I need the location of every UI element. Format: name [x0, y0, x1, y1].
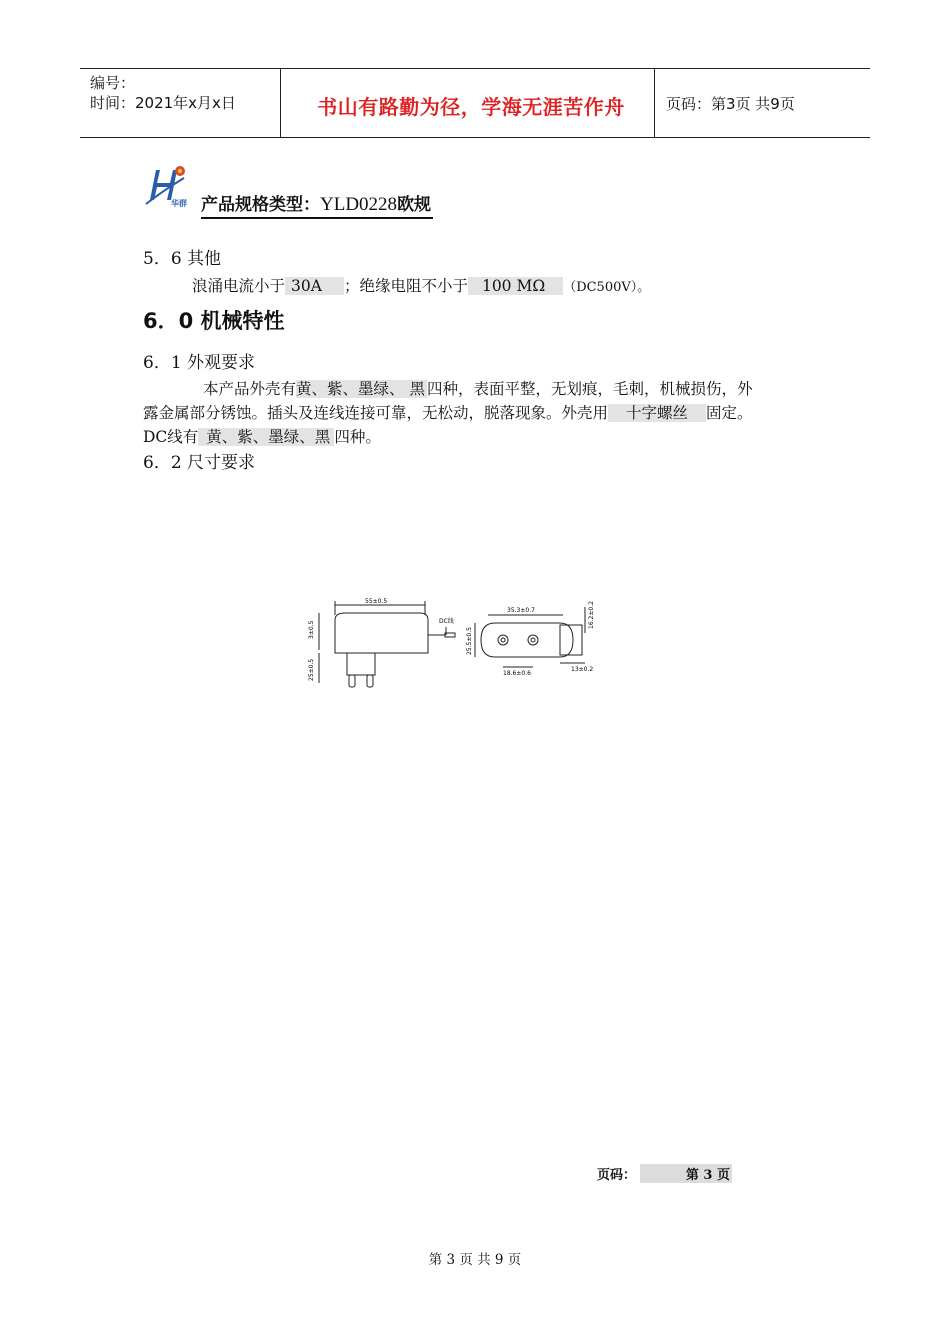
- screw-type: 十字螺丝: [608, 404, 706, 422]
- text: 四种。: [334, 428, 381, 446]
- spec-suffix: 欧规: [397, 195, 432, 215]
- text: 本产品外壳有: [203, 380, 297, 398]
- spec-model: YLD0228: [320, 194, 398, 215]
- dim-pin-dist-label: 18.6±0.6: [503, 670, 531, 677]
- logo-company-name: 华群: [171, 199, 187, 208]
- section-6-2-title: 6．2 尺寸要求: [143, 453, 256, 473]
- dimension-drawing: [305, 595, 615, 710]
- dim-pin-span-label: 35.3±0.7: [507, 607, 535, 614]
- dim-pin-label: 25±0.5: [308, 658, 315, 681]
- dim-height-label: 3±0.5: [308, 620, 315, 639]
- page-header: [80, 68, 870, 138]
- shell-colors: 黄、紫、墨绿、 黑: [296, 380, 425, 398]
- section-6-1-line3: [143, 425, 381, 447]
- number-label: 编号：: [90, 74, 136, 92]
- product-spec-line: [201, 190, 433, 219]
- dc-cable-colors: 黄、紫、墨绿、黑: [198, 428, 334, 446]
- adapter-front-view: [475, 607, 585, 667]
- dim-pin-len-label: 25.5±0.5: [466, 627, 473, 655]
- dim-side2-label: 13±0.2: [571, 666, 594, 673]
- insulation-value: 100 MΩ: [468, 277, 563, 295]
- text: 四种，表面平整，无划痕，毛刺，机械损伤，外: [426, 380, 753, 398]
- header-meta: [90, 73, 236, 113]
- header-page-info: 页码：第3页 共9页: [666, 95, 795, 113]
- section-6-1-line2: [143, 401, 753, 423]
- header-divider: [280, 69, 281, 137]
- text: ；绝缘电阻不小于: [343, 277, 468, 295]
- dim-side1-label: 16.2±0.2: [588, 601, 595, 629]
- footer-page-box: [597, 1164, 732, 1183]
- section-6-0-title: 6．0 机械特性: [143, 309, 285, 333]
- text: DC线有: [143, 428, 199, 446]
- surge-value: 30A: [285, 277, 344, 295]
- text: 浪涌电流小于: [192, 277, 286, 295]
- text: （DC500V）。: [563, 280, 651, 295]
- spec-label: 产品规格类型：: [201, 195, 320, 215]
- dim-width-label: 55±0.5: [365, 598, 388, 605]
- footer-page-number: 第 3 页 共 9 页: [428, 1252, 522, 1268]
- section-5-6-text: [192, 274, 650, 296]
- section-5-6-title: 5．6 其他: [143, 249, 222, 269]
- footer-page-label: 页码：: [597, 1168, 637, 1183]
- section-6-1-line1: [203, 377, 752, 399]
- text: 露金属部分锈蚀。插头及连线连接可靠，无松动，脱落现象。外壳用: [143, 404, 609, 422]
- time-label: 时间：2021年x月x日: [90, 94, 236, 112]
- section-6-1-title: 6．1 外观要求: [143, 353, 256, 373]
- dim-dc-label: DC线: [439, 618, 454, 625]
- text: 固定。: [706, 404, 753, 422]
- header-motto: 书山有路勤为径，学海无涯苦作舟: [317, 95, 625, 119]
- adapter-side-view: [319, 601, 455, 687]
- footer-page-value: 第 3 页: [640, 1164, 732, 1183]
